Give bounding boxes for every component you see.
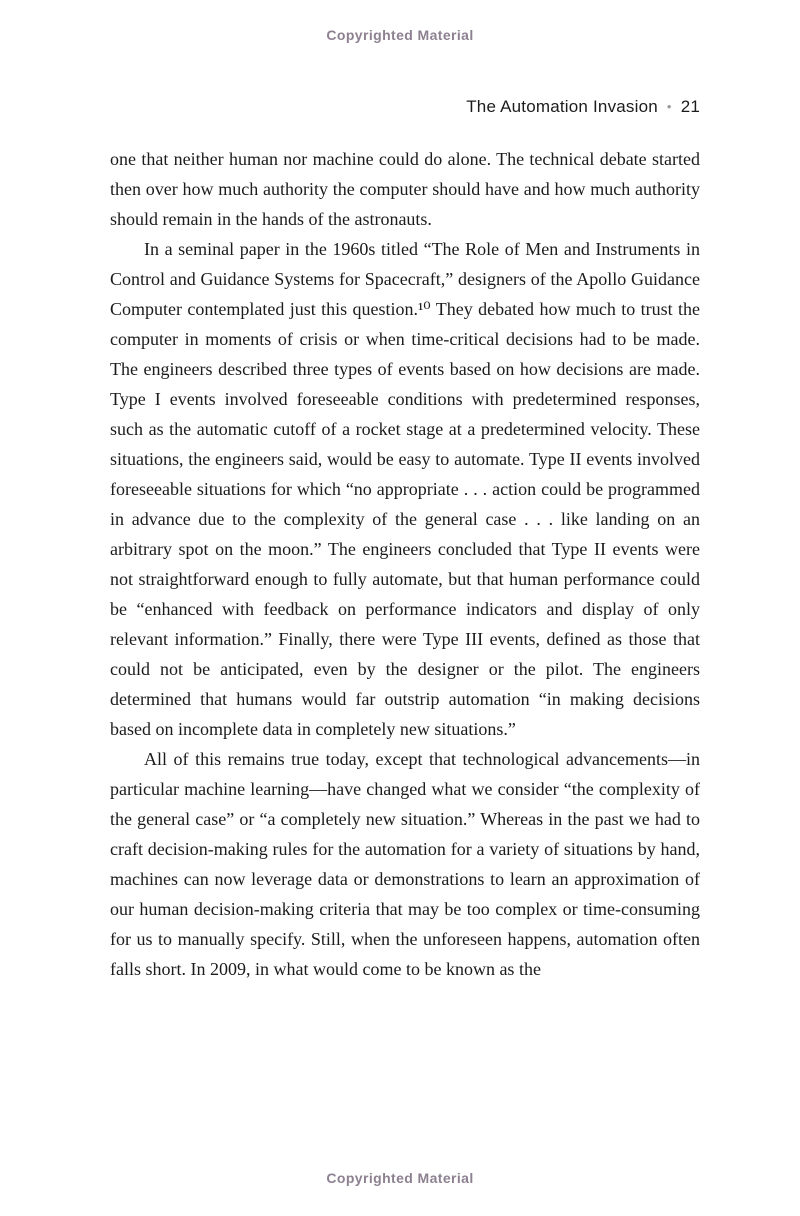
page-number: 21 — [680, 97, 700, 116]
paragraph-continuation: one that neither human nor machine could do alone. The technical debate started then over how much authority the computer should have and how much authority should remain in the hands of the astronauts. — [110, 149, 700, 229]
bullet-separator: • — [666, 99, 672, 114]
copyright-notice-top: Copyrighted Material — [326, 27, 474, 43]
running-head — [110, 97, 700, 117]
paragraph-remains-true: All of this remains true today, except that technological advancements—in particular machine learning—have changed what we consider “the complexity of the general case” or “a completely new situation.” Whereas in the past we had to craft decision-making rules for the automation for a variety of situations by hand, machines can now leverage data or demonstrations to learn an approximation of our human decision-making criteria that may be too complex or time-consuming for us to manually specify. Still, when the unforeseen happens, automation often falls short. In 2009, in what would come to be known as the — [110, 749, 700, 979]
paragraph-seminal-paper: In a seminal paper in the 1960s titled “The Role of Men and Instruments in Control and Guidance Systems for Spacecraft,” designers of the Apollo Guidance Computer contemplated just this question.¹⁰ They debated how much to trust the computer in moments of crisis or when time-critical decisions had to be made. The engineers described three types of events based on how decisions are made. Type I events involved foreseeable conditions with predetermined responses, such as the automatic cutoff of a rocket stage at a predetermined velocity. These situations, the engineers said, would be easy to automate. Type II events involved foreseeable situations for which “no appropriate . . . action could be programmed in advance due to the complexity of the general case . . . like landing on an arbitrary spot on the moon.” The engineers concluded that Type II events were not straightforward enough to fully automate, but that human performance could be “enhanced with feedback on performance indicators and display of only relevant information.” Finally, there were Type III events, defined as those that could not be anticipated, even by the designer or the pilot. The engineers determined that humans would far outstrip automation “in making decisions based on incomplete data in completely new situations.” — [110, 239, 700, 739]
running-head-title: The Automation Invasion — [466, 97, 658, 116]
body-text — [110, 144, 700, 984]
copyright-notice-bottom: Copyrighted Material — [326, 1170, 474, 1186]
